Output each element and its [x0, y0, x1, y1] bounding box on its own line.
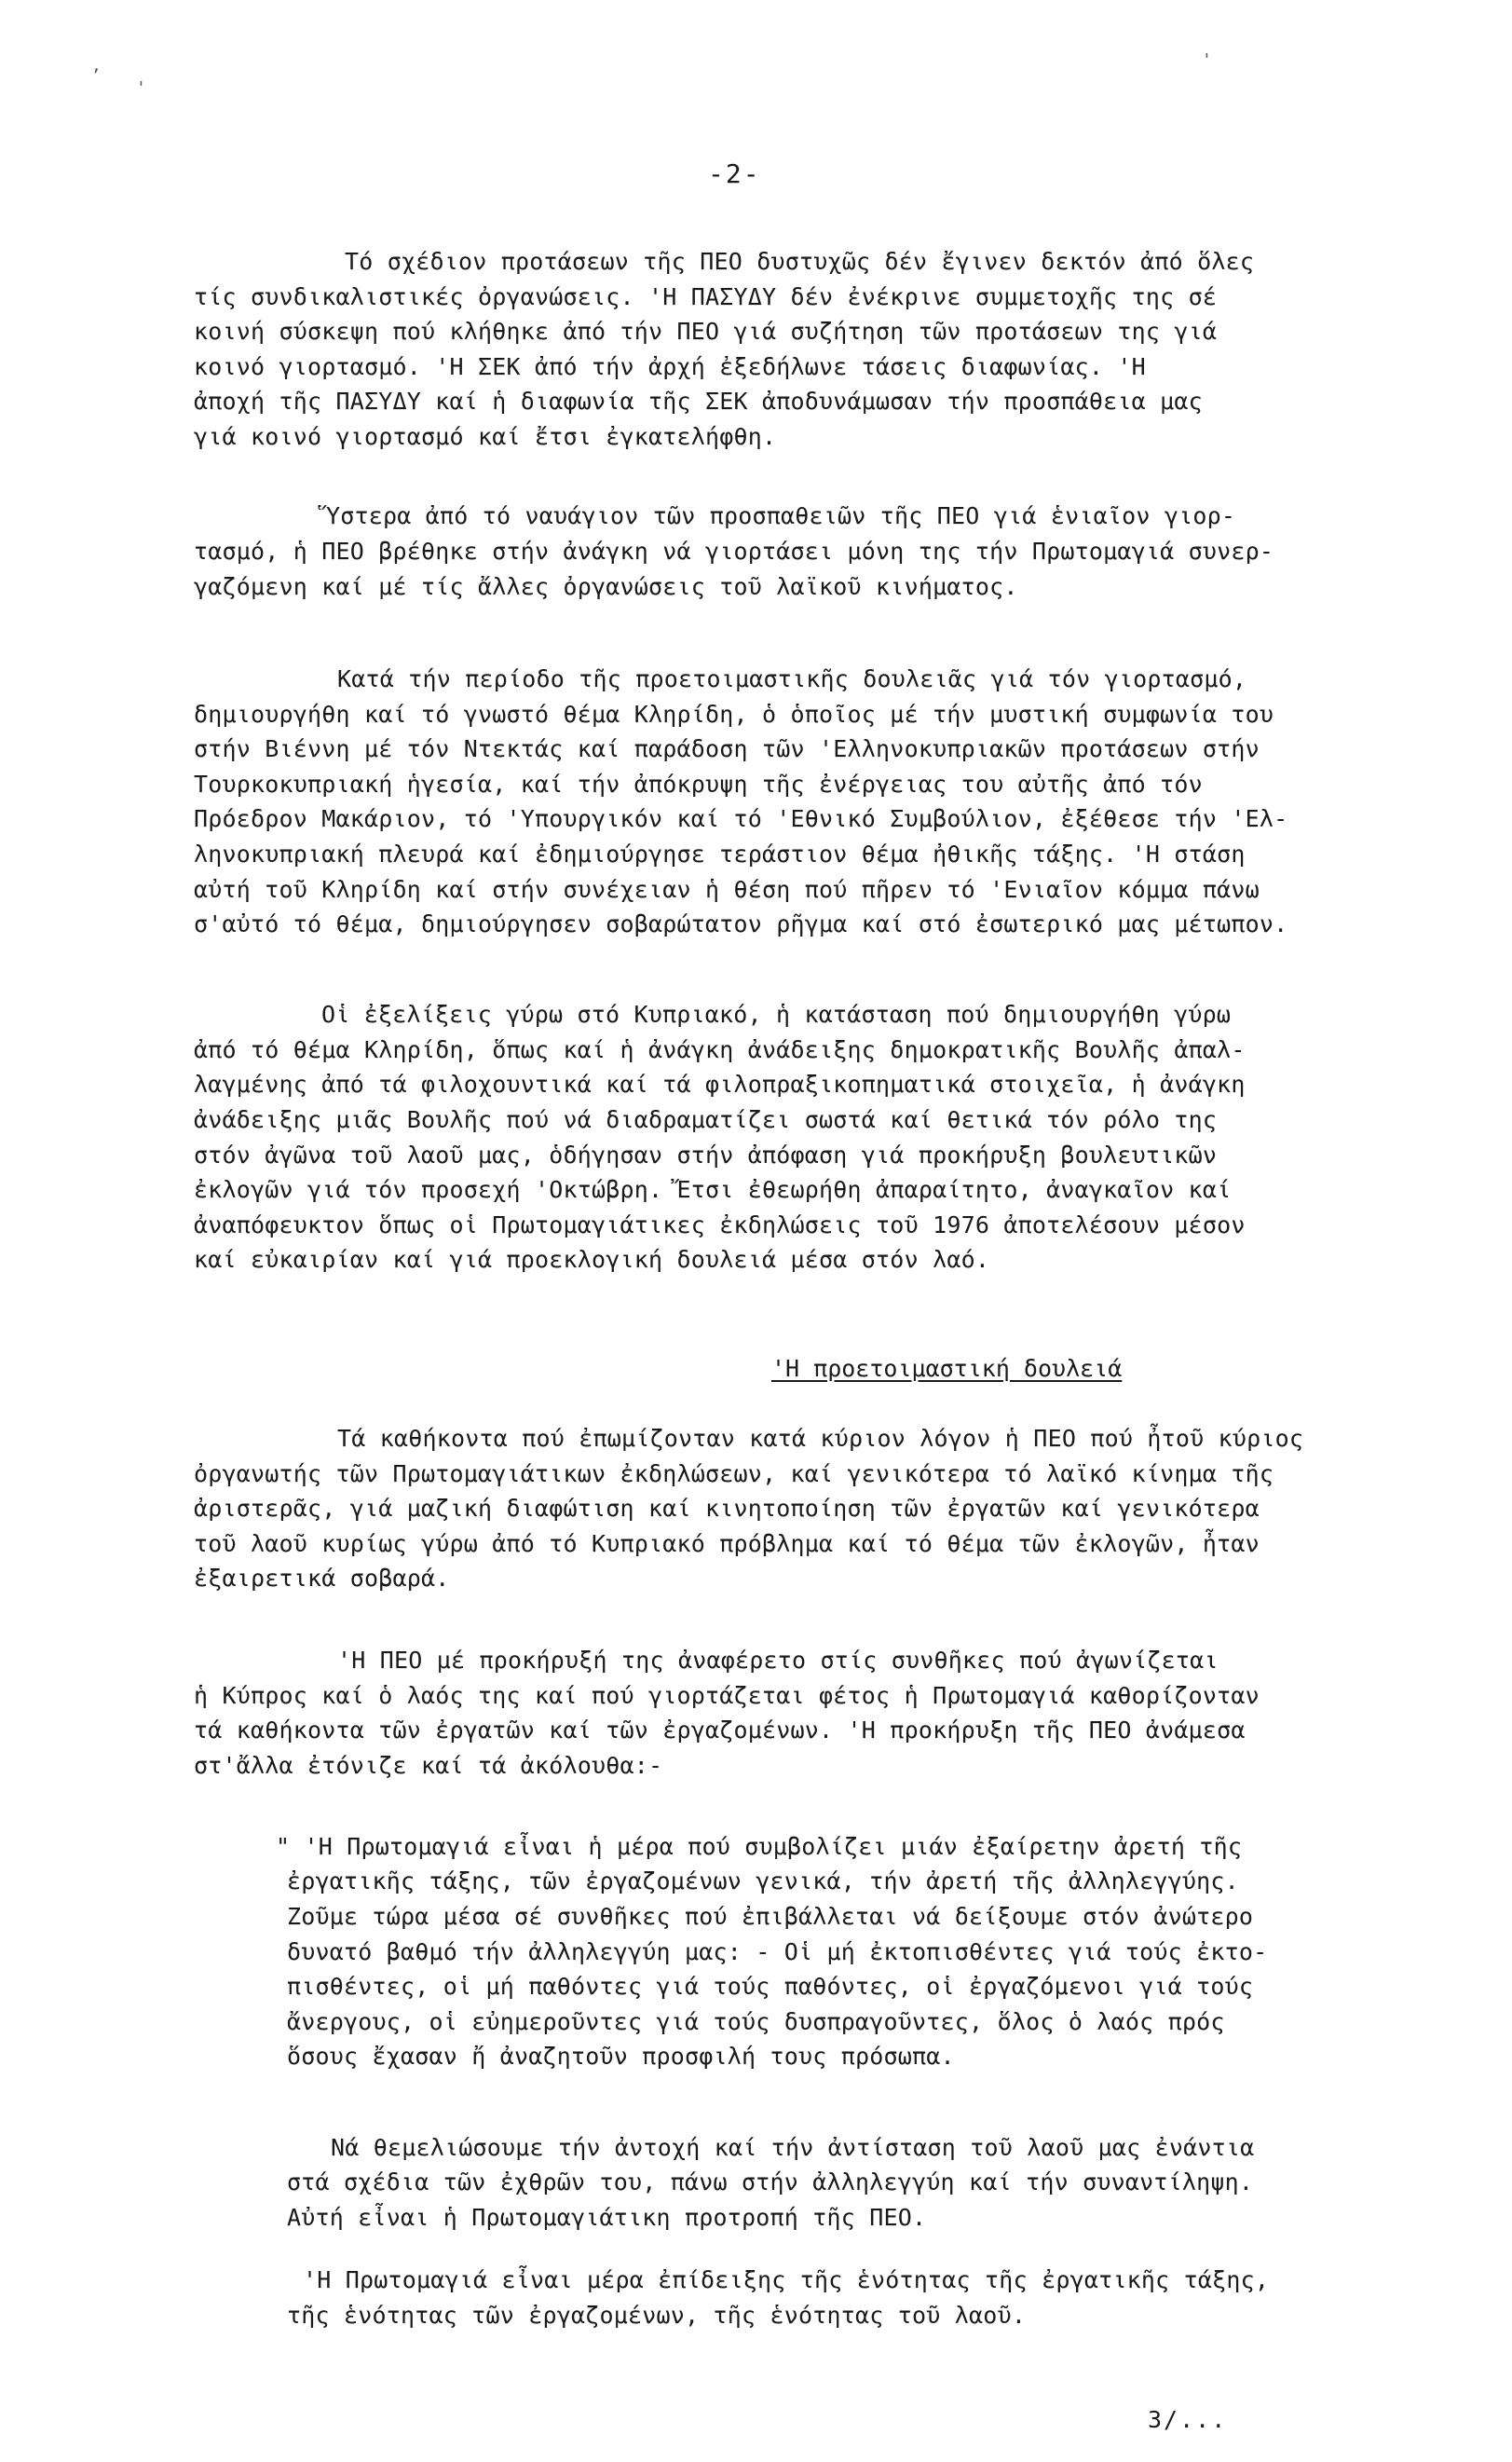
text-line: γαζόμενη καί μέ τίς ἄλλες ὀργανώσεις τοῦ λαϊκοῦ κινήματος.: [194, 573, 1018, 600]
text-line: ὀργανωτής τῶν Πρωτομαγιάτικων ἐκδηλώσεων, καί γενικότερα τό λαϊκό κίνημα τῆς: [194, 1460, 1274, 1487]
text-line: Οἱ ἐξελίξεις γύρω στό Κυπριακό, ἡ κατάσταση πού δημιουργήθη γύρω: [321, 1001, 1232, 1028]
section-heading: 'Η προετοιμαστική δουλειά: [771, 1355, 1123, 1382]
text-line: ἡ Κύπρος καί ὁ λαός της καί πού γιορτάζεται φέτος ἡ Πρωτομαγιά καθορίζονταν: [194, 1682, 1260, 1709]
continuation-marker: 3/...: [1148, 2406, 1228, 2433]
text-line: ἀναπόφευκτον ὅπως οἱ Πρωτομαγιάτικες ἐκδηλώσεις τοῦ 1976 ἀποτελέσουν μέσον: [194, 1211, 1246, 1238]
scan-speck: ': [1202, 50, 1212, 70]
text-line: γιά κοινό γιορτασμό καί ἔτσι ἐγκατελήφθη.: [194, 423, 777, 450]
text-line: ὅσους ἔχασαν ἤ ἀναζητοῦν προσφιλή τους πρόσωπα.: [287, 2043, 955, 2070]
text-line: Τουρκοκυπριακή ἡγεσία, καί τήν ἀπόκρυψη τῆς ἐνέργειας του αὐτῆς ἀπό τόν: [194, 771, 1203, 798]
text-line: καί εὐκαιρίαν καί γιά προεκλογική δουλειά μέσα στόν λαό.: [194, 1246, 990, 1273]
text-line: τοῦ λαοῦ κυρίως γύρω ἀπό τό Κυπριακό πρόβλημα καί τό θέμα τῶν ἐκλογῶν, ἦταν: [194, 1530, 1260, 1557]
text-line: δυνατό βαθμό τήν ἀλληλεγγύη μας: - Οἱ μή ἐκτοπισθέντες γιά τούς ἐκτο-: [287, 1938, 1268, 1965]
text-line: τά καθήκοντα τῶν ἐργατῶν καί τῶν ἐργαζομένων. 'Η προκήρυξη τῆς ΠΕΟ ἀνάμεσα: [194, 1717, 1246, 1744]
text-line: ληνοκυπριακή πλευρά καί ἐδημιούργησε τεράστιον θέμα ἠθικῆς τάξης. 'Η στάση: [194, 841, 1246, 868]
text-line: ἀριστερᾶς, γιά μαζική διαφώτιση καί κινητοποίηση τῶν ἐργατῶν καί γενικότερα: [194, 1495, 1260, 1522]
text-line: Ὕστερα ἀπό τό ναυάγιον τῶν προσπαθειῶν τῆς ΠΕΟ γιά ἑνιαῖον γιορ-: [326, 502, 1236, 529]
text-line: Πρόεδρον Μακάριον, τό 'Υπουργικόν καί τό 'Εθνικό Συμβούλιον, ἐξέθεσε τήν 'Ελ-: [194, 805, 1288, 832]
text-line: κοινό γιορτασμό. 'Η ΣΕΚ ἀπό τήν ἀρχή ἐξεδήλωνε τάσεις διαφωνίας. 'Η: [194, 353, 1146, 380]
text-line: Τό σχέδιον προτάσεων τῆς ΠΕΟ δυστυχῶς δέν ἔγινεν δεκτόν ἀπό ὅλες: [345, 248, 1255, 275]
text-line: τίς συνδικαλιστικές ὀργανώσεις. 'Η ΠΑΣΥΔΥ δέν ἐνέκρινε συμμετοχῆς της σέ: [194, 283, 1218, 310]
text-line: αὐτή τοῦ Κληρίδη καί στήν συνέχειαν ἡ θέση πού πῆρεν τό 'Ενιαῖον κόμμα πάνω: [194, 876, 1260, 903]
text-line: ἀποχή τῆς ΠΑΣΥΔΥ καί ἡ διαφωνία τῆς ΣΕΚ ἀποδυνάμωσαν τήν προσπάθεια μας: [194, 388, 1203, 415]
text-line: 'Η ΠΕΟ μέ προκήρυξή της ἀναφέρετο στίς συνθῆκες πού ἀγωνίζεται: [337, 1647, 1219, 1674]
text-line: Ζοῦμε τώρα μέσα σέ συνθῆκες πού ἐπιβάλλεται νά δείξουμε στόν ἀνώτερο: [287, 1903, 1254, 1930]
text-line: ἐκλογῶν γιά τόν προσεχή 'Οκτώβρη. Ἔτσι ἐθεωρήθη ἀπαραίτητο, ἀναγκαῖον καί: [194, 1176, 1232, 1203]
text-line: ἀνάδειξης μιᾶς Βουλῆς πού νά διαδραματίζει σωστά καί θετικά τόν ρόλο της: [194, 1106, 1218, 1133]
text-line: δημιουργήθη καί τό γνωστό θέμα Κληρίδη, ὁ ὁποῖος μέ τήν μυστική συμφωνία του: [194, 701, 1274, 728]
text-line: Αὐτή εἶναι ἡ Πρωτομαγιάτικη προτροπή τῆς ΠΕΟ.: [287, 2204, 927, 2231]
text-line: λαγμένης ἀπό τά φιλοχουντικά καί τά φιλοπραξικοπηματικά στοιχεῖα, ἡ ἀνάγκη: [194, 1071, 1246, 1098]
page-number: -2-: [708, 158, 761, 189]
text-line: Νά θεμελιώσουμε τήν ἀντοχή καί τήν ἀντίσταση τοῦ λαοῦ μας ἐνάντια: [331, 2134, 1255, 2161]
text-line: ἐργατικῆς τάξης, τῶν ἐργαζομένων γενικά, τήν ἀρετή τῆς ἀλληλεγγύης.: [287, 1867, 1239, 1894]
text-line: τασμό, ἡ ΠΕΟ βρέθηκε στήν ἀνάγκη νά γιορτάσει μόνη της τήν Πρωτομαγιά συνερ-: [194, 538, 1274, 565]
text-line: ἐξαιρετικά σοβαρά.: [194, 1565, 450, 1592]
scan-speck: ': [136, 78, 146, 98]
text-line: Τά καθήκοντα πού ἐπωμίζονταν κατά κύριον λόγον ἡ ΠΕΟ πού ἦτοῦ κύριος: [337, 1425, 1304, 1452]
text-line: πισθέντες, οἱ μή παθόντες γιά τούς παθόντες, οἱ ἐργαζόμενοι γιά τούς: [287, 1973, 1254, 2000]
text-line: " 'Η Πρωτομαγιά εἶναι ἡ μέρα πού συμβολίζει μιάν ἐξαίρετην ἀρετή τῆς: [276, 1833, 1243, 1860]
text-line: κοινή σύσκεψη πού κλήθηκε ἀπό τήν ΠΕΟ γιά συζήτηση τῶν προτάσεων της γιά: [194, 318, 1218, 345]
text-line: τῆς ἑνότητας τῶν ἐργαζομένων, τῆς ἑνότητας τοῦ λαοῦ.: [287, 2302, 1027, 2329]
text-line: στ'ἄλλα ἐτόνιζε καί τά ἀκόλουθα:-: [194, 1752, 663, 1779]
text-line: ἀπό τό θέμα Κληρίδη, ὅπως καί ἡ ἀνάγκη ἀνάδειξης δημοκρατικῆς Βουλῆς ἀπαλ-: [194, 1036, 1246, 1063]
text-line: 'Η Πρωτομαγιά εἶναι μέρα ἐπίδειξης τῆς ἑνότητας τῆς ἐργατικῆς τάξης,: [303, 2266, 1270, 2293]
text-line: ἄνεργους, οἱ εὐημεροῦντες γιά τούς δυσπραγοῦντες, ὅλος ὁ λαός πρός: [287, 2008, 1225, 2035]
text-line: στά σχέδια τῶν ἐχθρῶν του, πάνω στήν ἀλληλεγγύη καί τήν συναντίληψη.: [287, 2168, 1254, 2195]
scan-speck: ,: [91, 56, 102, 75]
text-line: στόν ἀγῶνα τοῦ λαοῦ μας, ὁδήγησαν στήν ἀπόφαση γιά προκήρυξη βουλευτικῶν: [194, 1142, 1218, 1169]
text-line: Κατά τήν περίοδο τῆς προετοιμαστικῆς δουλειᾶς γιά τόν γιορτασμό,: [337, 665, 1247, 692]
text-line: στήν Βιέννη μέ τόν Ντεκτάς καί παράδοση τῶν 'Ελληνοκυπριακῶν προτάσεων στήν: [194, 735, 1260, 762]
text-line: σ'αὐτό τό θέμα, δημιούργησεν σοβαρώτατον ρῆγμα καί στό ἐσωτερικό μας μέτωπον.: [194, 910, 1288, 937]
